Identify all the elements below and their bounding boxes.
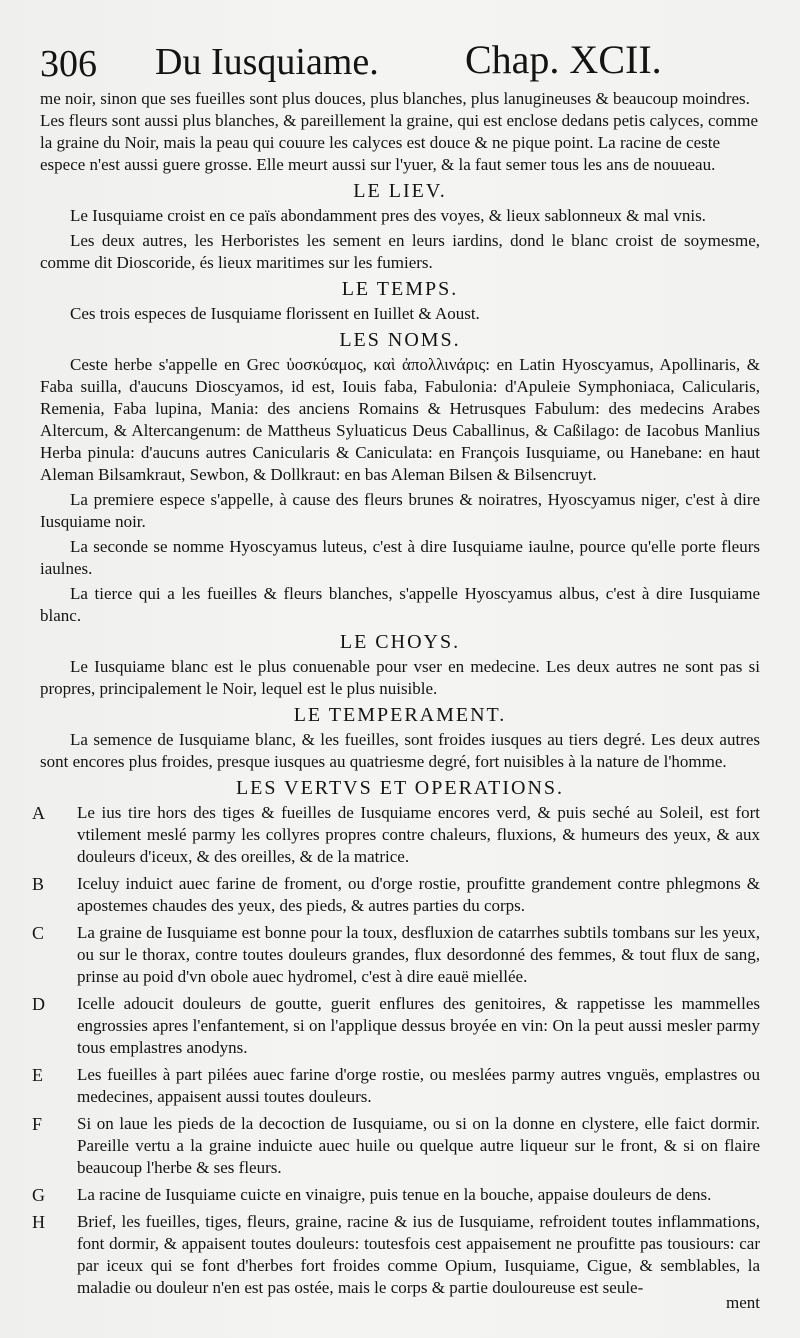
sections	[40, 180, 760, 773]
virtue-text: Si on laue les pieds de la decoction de Iusquiame, ou si on la donne en clystere, elle faict dormir. Pareille vertu a la graine induicte auec huile ou quelque autre liqueur sur le front, & si on flaire beaucoup l'herbe & ses fleurs.	[77, 1114, 760, 1177]
margin-letter: C	[32, 923, 45, 943]
section-heading: LE TEMPERAMENT.	[293, 704, 507, 726]
virtues-list	[32, 802, 760, 1299]
virtue-item	[32, 802, 760, 868]
section-paragraph: La semence de Iusquiame blanc, & les fueilles, sont froides iusques au tiers degré. Les deux autres sont encores plus froides, presque iusques au quatriesme degré, fort nuisibles à la nature de l'homme.	[40, 730, 760, 771]
chapter-number: Chap. XCII.	[465, 37, 662, 82]
section-heading: LE CHOYS.	[339, 631, 461, 653]
margin-letter: H	[32, 1212, 45, 1232]
virtue-text: La graine de Iusquiame est bonne pour la toux, desfluxion de catarrhes subtils tombans sur les yeux, ou sur le thorax, contre toutes douleurs grandes, flux desordonné des femmes, & tout flux de sang, prinse au poid d'vn obole auec hydromel, c'est à dire eauë miellée.	[77, 923, 760, 986]
section-paragraph: Ces trois especes de Iusquiame florissent en Iuillet & Aoust.	[70, 304, 480, 323]
margin-letter: G	[32, 1185, 45, 1205]
section-heading: LES NOMS.	[339, 329, 461, 351]
virtue-item	[32, 1064, 760, 1108]
margin-letter: A	[32, 803, 45, 823]
section-heading-vertus: LES VERTVS ET OPERATIONS.	[235, 777, 565, 799]
virtue-text: Le ius tire hors des tiges & fueilles de Iusquiame encores verd, & puis seché au Soleil, est fort vtilement meslé parmy les collyres propres contre chaleurs, fluxions, & humeurs des yeux, & aux douleurs d'iceux, & des oreilles, & de la matrice.	[77, 803, 760, 866]
virtue-text: La racine de Iusquiame cuicte en vinaigre, puis tenue en la bouche, appaise douleurs de dens.	[77, 1185, 712, 1204]
margin-letter: B	[32, 874, 45, 894]
section-paragraph: Les deux autres, les Herboristes les sement en leurs iardins, dond le blanc croist de soymesme, comme dit Dioscoride, és lieux maritimes sur les fumiers.	[40, 231, 760, 272]
virtue-text: Iceluy induict auec farine de froment, ou d'orge rostie, proufitte grandement contre phlegmons & apostemes chaudes des yeux, des pieds, & autres parties du corps.	[77, 874, 760, 915]
virtue-item	[32, 1211, 760, 1299]
continued-paragraph: me noir, sinon que ses fueilles sont plus douces, plus blanches, plus lanugineuses & beaucoup moindres. Les fleurs sont aussi plus blanches, & pareillement la graine, qui est enclose dedans petis calyces, comme la graine du Noir, mais la peau qui couure les calyces est douce & ne pique point. La racine de ceste espece n'est aussi guere grosse. Elle meurt aussi sur l'yuer, & la faut semer tous les ans de nouueau.	[40, 89, 759, 174]
virtue-item	[32, 1113, 760, 1179]
section-heading: LE LIEV.	[353, 180, 447, 202]
virtue-item	[32, 1184, 760, 1206]
virtue-item	[32, 993, 760, 1059]
running-title: Du Iusquiame.	[155, 41, 379, 83]
margin-letter: F	[32, 1114, 43, 1134]
virtue-text: Icelle adoucit douleurs de goutte, guerit enflures des genitoires, & rappetisse les mammelles engrossies apres l'enfantement, si on l'applique dessus broyée en vin: On la peut aussi mesler parmy tous emplastres anodyns.	[77, 994, 760, 1057]
section-paragraph: Ceste herbe s'appelle en Grec ὑοσκύαμος, καὶ ἀπολλινάρις: en Latin Hyoscyamus, Apollinaris, & Faba suilla, d'aucuns Dioscyamos, id est, Iouis faba, Fabulonia: d'Apuleie Symphoniaca, Calicularis, Remenia, Faba lupina, Mania: des anciens Romains & Hetrusques Fabulum: des medecins Arabes Altercum, & Altercangenum: de Mattheus Syluaticus Deus Caballinus, & Caßilago: de Iacobus Manlius Herba pinula: d'aucuns autres Canicularis & Caniculata: en François Iusquiame, ou Hanebane: en haut Aleman Bilsamkraut, Sewbon, & Dollkraut: en bas Aleman Bilsen & Bilsencruyt.	[40, 355, 760, 484]
section-paragraph: Le Iusquiame blanc est le plus conuenable pour vser en medecine. Les deux autres ne sont pas si propres, principalement le Noir, lequel est le plus nuisible.	[40, 657, 760, 698]
margin-letter: E	[32, 1065, 43, 1085]
virtue-item	[32, 922, 760, 988]
section-heading: LE TEMPS.	[341, 278, 459, 300]
margin-letter: D	[32, 994, 45, 1014]
page-number: 306	[40, 43, 97, 85]
virtue-text: Les fueilles à part pilées auec farine d'orge rostie, ou meslées parmy autres vnguës, emplastres ou medecines, appaisent aussi toutes douleurs.	[77, 1065, 760, 1106]
section-paragraph: La tierce qui a les fueilles & fleurs blanches, s'appelle Hyoscyamus albus, c'est à dire Iusquiame blanc.	[40, 584, 760, 625]
virtue-text: Brief, les fueilles, tiges, fleurs, graine, racine & ius de Iusquiame, refroident toutes inflammations, font dormir, & appaisent toutes douleurs: toutesfois cest appaisement ne proufitte pas tousiours: car par iceux qui se font d'herbes fort froides comme Opium, Iusquiame, Cigue, & semblables, la maladie ou douleur n'en est pas ostée, mais le corps & partie douloureuse est seule-	[77, 1212, 760, 1297]
virtue-item	[32, 873, 760, 917]
catchword: ment	[726, 1293, 760, 1312]
section-paragraph: La seconde se nomme Hyoscyamus luteus, c'est à dire Iusquiame iaulne, pource qu'elle porte fleurs iaulnes.	[40, 537, 760, 578]
page-header	[40, 30, 750, 90]
section-paragraph: Le Iusquiame croist en ce païs abondamment pres des voyes, & lieux sablonneux & mal vnis.	[70, 206, 706, 225]
section-paragraph: La premiere espece s'appelle, à cause des fleurs brunes & noiratres, Hyoscyamus niger, c'est à dire Iusquiame noir.	[40, 490, 760, 531]
page-body	[32, 88, 760, 1304]
